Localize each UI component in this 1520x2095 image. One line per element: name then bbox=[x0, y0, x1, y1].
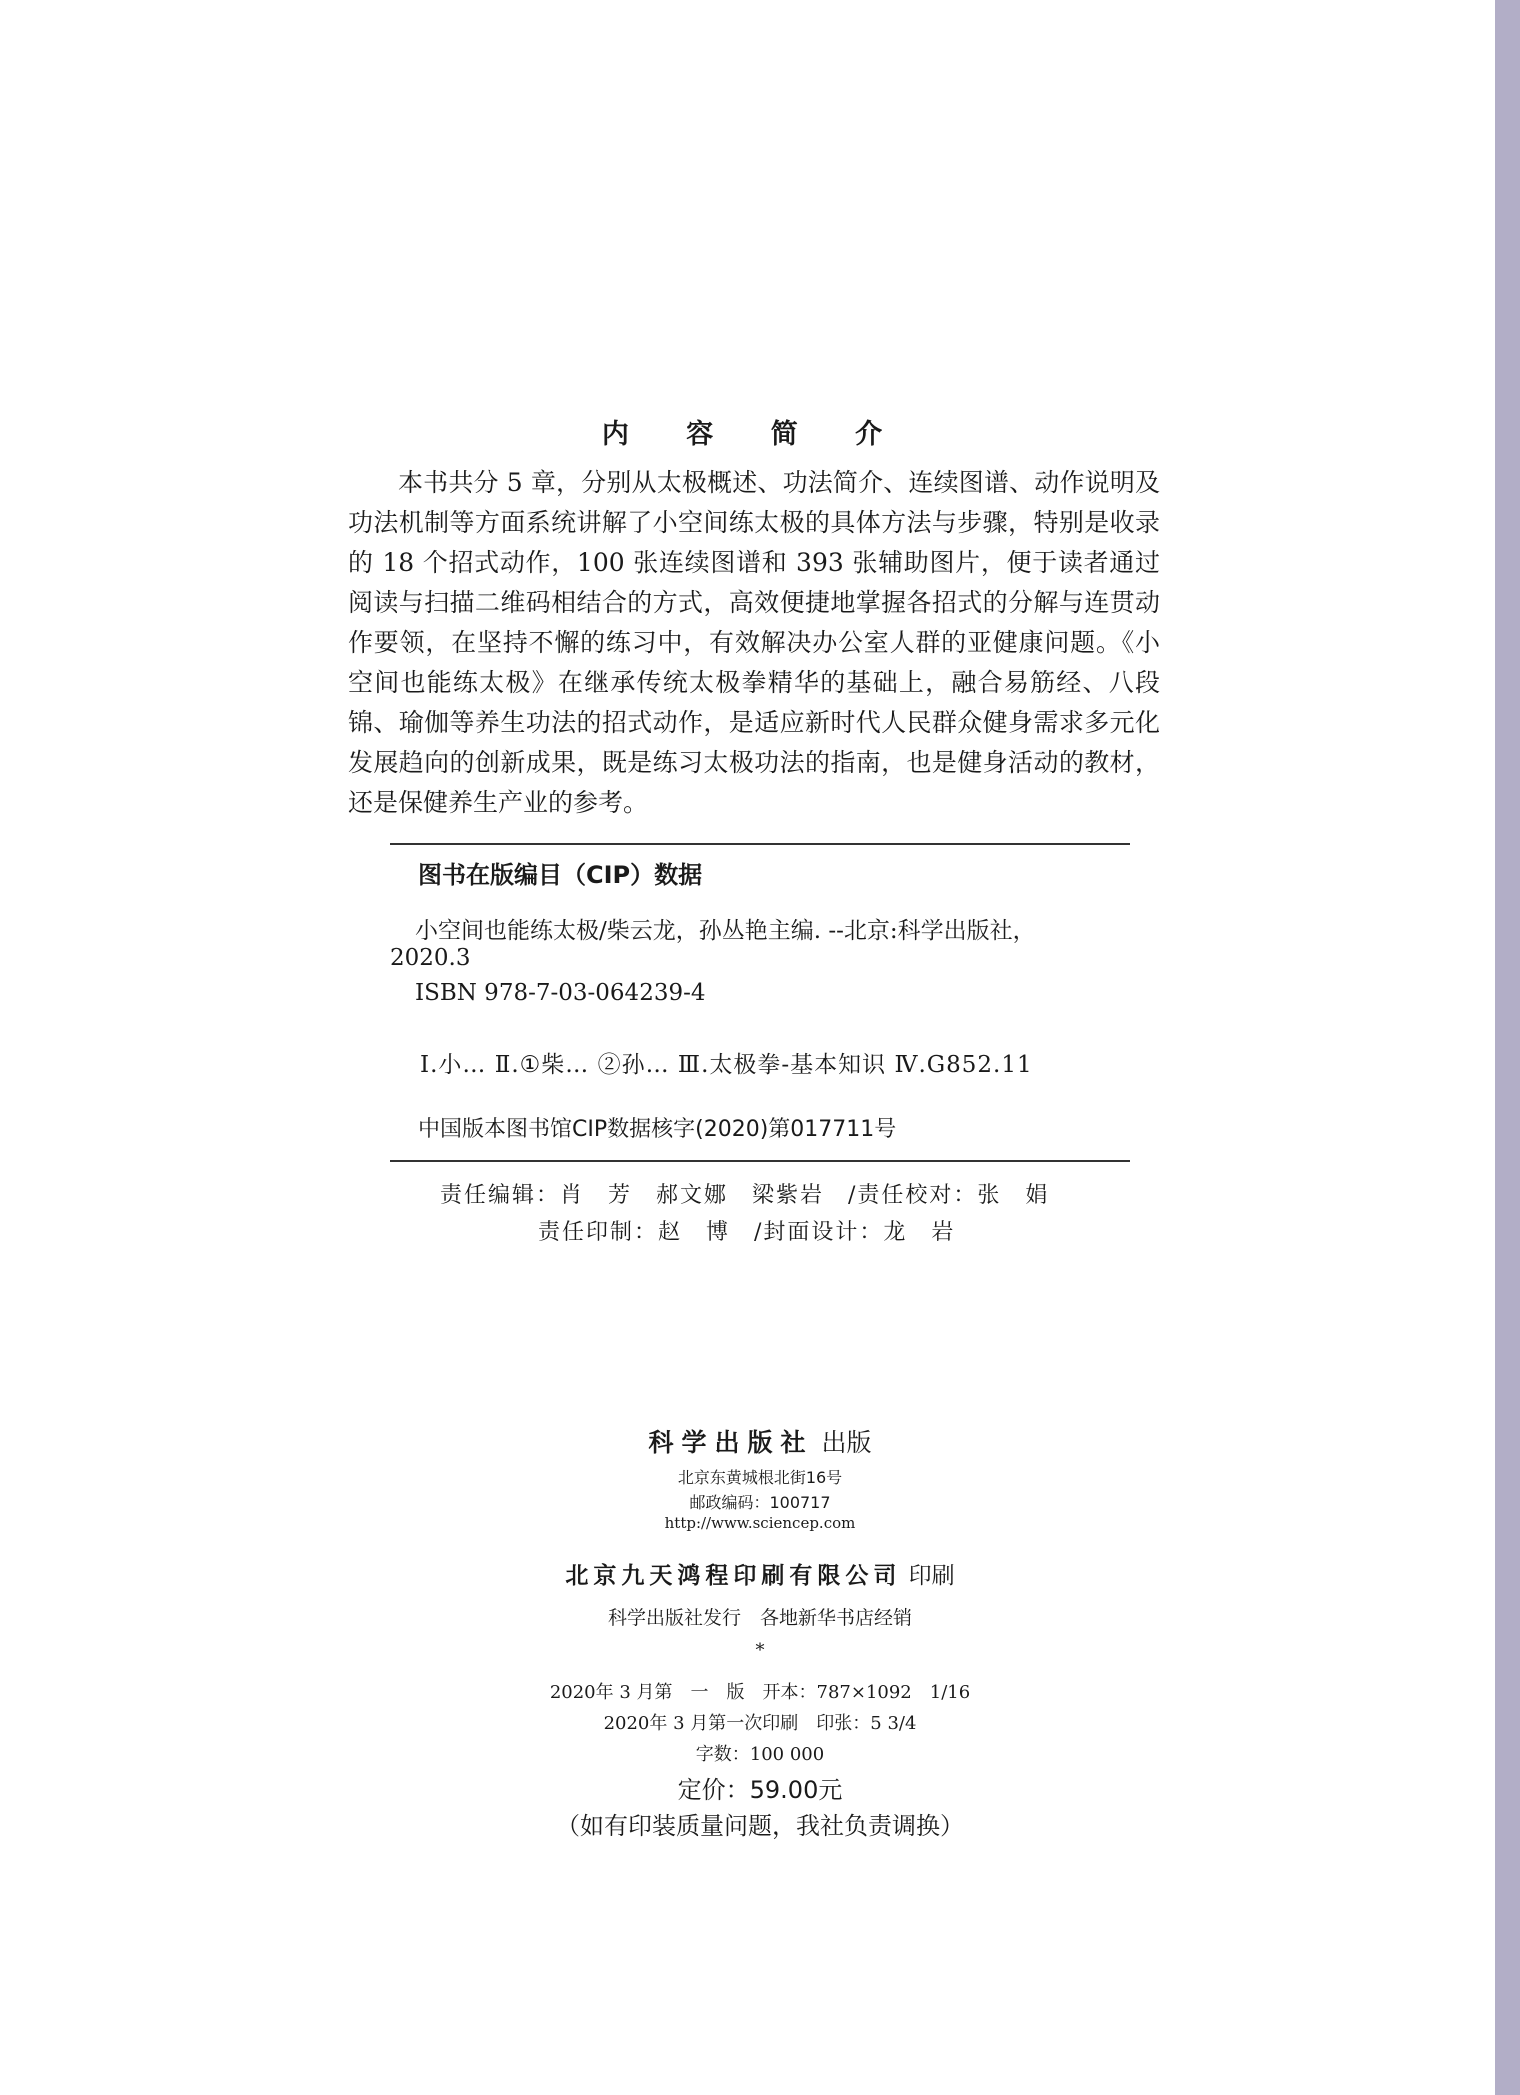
printing-line: 2020年 3 月第一次印刷 印张：5 3/4 bbox=[603, 1713, 917, 1734]
distribution-line: 科学出版社发行 各地新华书店经销 bbox=[607, 1607, 912, 1629]
separator-star: * bbox=[755, 1640, 765, 1661]
intro-title: 内 容 简 介 bbox=[601, 419, 907, 450]
publisher-name: 科学出版社 bbox=[648, 1428, 814, 1457]
publisher-suffix: 出版 bbox=[813, 1428, 872, 1457]
printer-name: 北京九天鸿程印刷有限公司 bbox=[565, 1562, 902, 1589]
cip-bottom-rule bbox=[390, 1160, 1130, 1162]
cip-bibliographic-line: 小空间也能练太极/柴云龙，孙丛艳主编. --北京:科学出版社， bbox=[415, 918, 1036, 944]
cip-date-line: 2020.3 bbox=[390, 945, 471, 971]
cip-classification: Ⅰ.小… Ⅱ.①柴… ②孙… Ⅲ.太极拳-基本知识 Ⅳ.G852.11 bbox=[420, 1052, 1033, 1078]
cip-heading: 图书在版编目（CIP）数据 bbox=[418, 861, 703, 889]
word-count: 字数：100 000 bbox=[695, 1744, 825, 1765]
publisher-line bbox=[390, 1423, 1130, 1459]
quality-notice: （如有印装质量问题，我社负责调换） bbox=[556, 1812, 964, 1840]
publisher-address: 北京东黄城根北街16号 bbox=[677, 1468, 843, 1487]
editors-line-1: 责任编辑：肖 芳 郝文娜 梁紫岩 /责任校对：张 娟 bbox=[440, 1183, 1050, 1208]
intro-paragraph: 本书共分 5 章，分别从太极概述、功法简介、连续图谱、动作说明及功法机制等方面系统讲解了小空间练太极的具体方法与步骤，特别是收录的 18 个招式动作，100 张连续图谱和 393 张辅助图片，便于读者通过阅读与扫描二维码相结合的方式，高效便捷地掌握各招式的分解与连贯动作要领，在坚持不懈的练习中，有效解决办公室人群的亚健康问题。《小空间也能练太极》在继承传统太极拳精华的基础上，融合易筋经、八段锦、瑜伽等养生功法的招式动作，是适应新时代人民群众健身需求多元化发展趋向的创新成果，既是练习太极功法的指南，也是健身活动的教材，还是保健养生产业的参考。 bbox=[348, 468, 1160, 817]
cip-verification: 中国版本图书馆CIP数据核字(2020)第017711号 bbox=[418, 1117, 897, 1142]
editors-line-2: 责任印制：赵 博 /封面设计：龙 岩 bbox=[538, 1220, 956, 1245]
publisher-postcode: 邮政编码：100717 bbox=[689, 1493, 831, 1512]
printer-line bbox=[390, 1557, 1130, 1590]
printer-suffix: 印刷 bbox=[901, 1563, 955, 1589]
price: 定价：59.00元 bbox=[677, 1776, 843, 1804]
publisher-url: http://www.sciencep.com bbox=[664, 1514, 856, 1532]
cip-isbn: ISBN 978-7-03-064239-4 bbox=[415, 980, 706, 1006]
cip-top-rule bbox=[390, 843, 1130, 845]
edition-line: 2020年 3 月第 一 版 开本：787×1092 1/16 bbox=[549, 1682, 971, 1703]
page-edge-band bbox=[1495, 0, 1520, 2095]
